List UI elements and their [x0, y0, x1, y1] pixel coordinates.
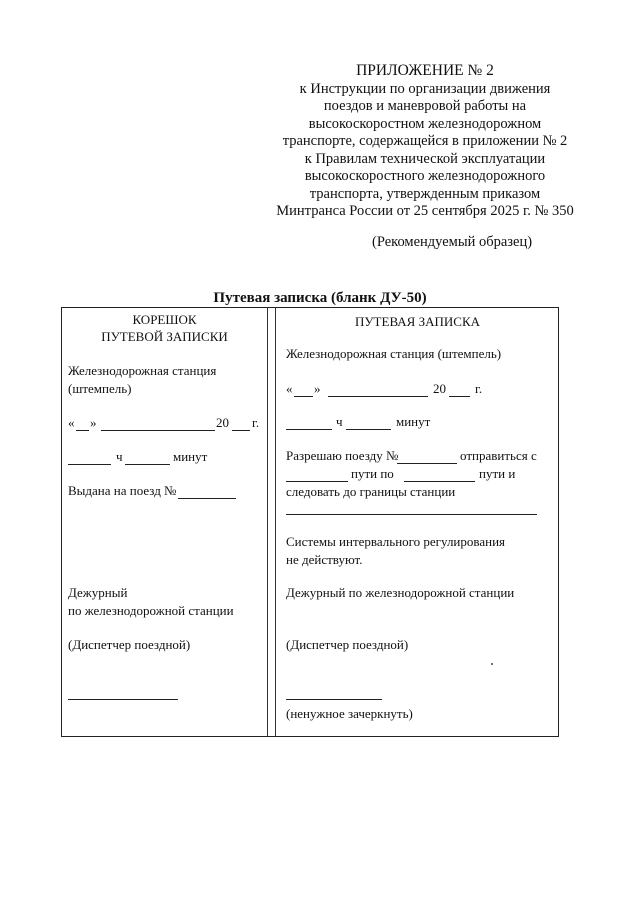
column-divider: [267, 308, 268, 736]
stub-duty-label: Дежурный: [68, 585, 128, 600]
note-station-border-blank[interactable]: [286, 514, 537, 515]
stub-issued-label: Выдана на поезд №: [68, 483, 177, 498]
note-dispatcher-label: (Диспетчер поездной): [286, 637, 409, 652]
form-frame: [61, 307, 559, 737]
stub-hours-label: ч: [116, 449, 123, 464]
header-line: транспорте, содержащейся в приложении № 2: [282, 133, 568, 149]
note-depart-label: отправиться с: [460, 448, 537, 463]
stub-station-label: Железнодорожная станция: [68, 363, 217, 378]
column-divider: [275, 308, 276, 736]
stub-heading: КОРЕШОК: [132, 312, 197, 327]
note-month-blank[interactable]: [328, 396, 428, 397]
note-year-blank[interactable]: [449, 396, 470, 397]
stub-minutes-blank[interactable]: [125, 464, 170, 465]
note-minutes-blank[interactable]: [346, 429, 391, 430]
note-by-track-blank[interactable]: [404, 481, 475, 482]
note-station-label: Железнодорожная станция (штемпель): [286, 346, 502, 361]
note-train-number-blank[interactable]: [397, 463, 457, 464]
stub-dispatcher-label: (Диспетчер поездной): [68, 637, 191, 652]
header-line: к Инструкции по организации движения: [299, 80, 551, 97]
note-date-year: 20: [433, 381, 446, 396]
stray-mark: [491, 663, 493, 665]
note-date-close-quote: »: [314, 381, 321, 396]
stub-stamp-label: (штемпель): [68, 381, 132, 396]
stub-duty-station-label: по железнодорожной станции: [68, 603, 234, 618]
note-track-and-label: пути и: [479, 466, 516, 481]
stub-date-suffix: г.: [252, 415, 260, 430]
note-track-label: пути по: [351, 466, 394, 481]
note-minutes-label: минут: [396, 414, 431, 429]
note-follow-label: следовать до границы станции: [286, 484, 456, 499]
note-strike-label: (ненужное зачеркнуть): [286, 706, 413, 721]
note-date-open-quote: «: [286, 381, 293, 396]
header-line: к Правилам технической эксплуатации: [304, 150, 546, 167]
note-hours-blank[interactable]: [286, 429, 332, 430]
note-date-suffix: г.: [475, 381, 483, 396]
form-title: Путевая записка (бланк ДУ-50): [213, 290, 427, 306]
stub-day-blank[interactable]: [76, 430, 89, 431]
note-systems-label: Системы интервального регулирования: [286, 534, 506, 549]
note-signature-blank[interactable]: [286, 699, 382, 700]
header-line: высокоскоростном железнодорожном: [308, 115, 542, 132]
appendix-title: ПРИЛОЖЕНИЕ № 2: [356, 62, 494, 79]
stub-signature-blank[interactable]: [68, 699, 178, 700]
header-line: высокоскоростного железнодорожного: [304, 168, 546, 184]
note-duty-label: Дежурный по железнодорожной станции: [286, 585, 515, 600]
note-from-track-blank[interactable]: [286, 481, 348, 482]
note-hours-label: ч: [336, 414, 343, 429]
header-line: транспорта, утвержденным приказом: [309, 185, 541, 202]
stub-year-blank[interactable]: [232, 430, 250, 431]
stub-date-open-quote: «: [68, 415, 75, 430]
sample-note: (Рекомендуемый образец): [372, 234, 533, 250]
note-permit-label: Разрешаю поезду №: [286, 448, 399, 463]
stub-subheading: ПУТЕВОЙ ЗАПИСКИ: [101, 329, 228, 344]
stub-date-close-quote: »: [90, 415, 97, 430]
header-line: поездов и маневровой работы на: [323, 98, 527, 114]
stub-minutes-label: минут: [173, 449, 208, 464]
stub-date-year: 20: [216, 415, 229, 430]
note-systems-status: не действуют.: [286, 552, 363, 567]
stub-train-number-blank[interactable]: [178, 498, 236, 499]
appendix-header: [270, 62, 580, 221]
header-line: Минтранса России от 25 сентября 2025 г. № 350: [276, 203, 574, 219]
stub-month-blank[interactable]: [101, 430, 215, 431]
note-day-blank[interactable]: [294, 396, 313, 397]
note-heading: ПУТЕВАЯ ЗАПИСКА: [354, 314, 481, 329]
stub-hours-blank[interactable]: [68, 464, 111, 465]
